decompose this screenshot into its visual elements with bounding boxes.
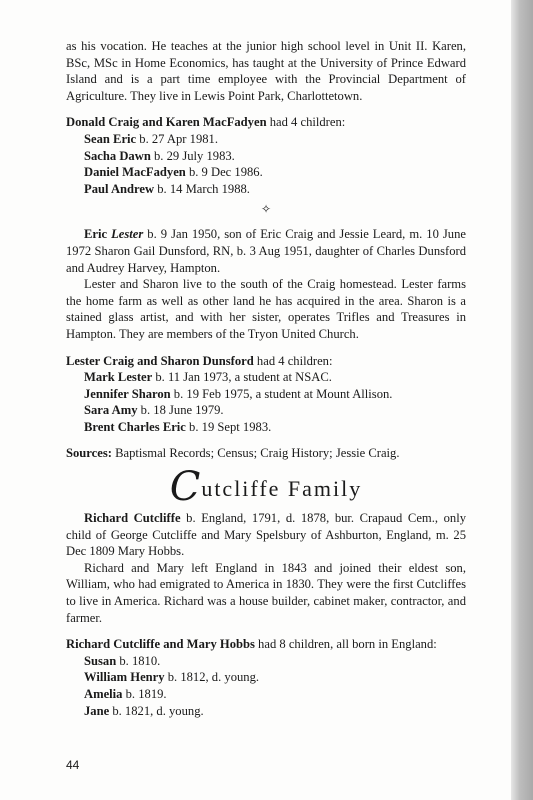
child-detail: b. 29 July 1983. [150, 148, 235, 163]
parents-suffix: had 4 children: [253, 353, 333, 368]
child-name: Daniel MacFadyen [84, 165, 186, 180]
child-name: William Henry [84, 670, 165, 685]
child-name: Mark Lester [84, 370, 153, 385]
child-detail: b. 1812, d. young. [164, 670, 260, 685]
family-richard-cutcliffe [66, 636, 466, 719]
person-name [84, 227, 143, 241]
child-detail: b. 14 March 1988. [154, 181, 250, 196]
person-name: Richard Cutcliffe [84, 511, 181, 526]
paragraph-richard-mary: Richard and Mary left England in 1843 and joined their eldest son, William, who had emigrated to America in 1830. They were the first Cutcliffes to live in America. Richard was a house builder, cabinet maker, contractor, and farmer. [66, 560, 466, 625]
list-item [84, 686, 466, 703]
list-item [84, 386, 466, 403]
paragraph-lester-sharon: Lester and Sharon live to the south of the Craig homestead. Lester farms the home farm as well as other land he has acquired in the area. Sharon is a stained glass artist, and with her sister, operates Trifles and Treasures in Hampton. They are members of the Tryon United Church. [66, 277, 466, 341]
child-name: Susan [84, 653, 117, 668]
list-item [84, 419, 466, 436]
parents-suffix: had 8 children, all born in England: [254, 637, 437, 652]
paragraph-eric-lester [66, 226, 466, 276]
children-list [66, 653, 466, 719]
children-list [66, 369, 466, 435]
list-item [84, 131, 466, 148]
child-name: Brent Charles Eric [84, 419, 186, 434]
child-detail: b. 19 Sept 1983. [185, 419, 272, 434]
page-edge-shadow [511, 0, 533, 800]
family-lester-craig [66, 353, 466, 436]
parents-names: Richard Cutcliffe and Mary Hobbs [66, 637, 255, 652]
person-first-name: Eric [84, 227, 108, 242]
parents-names: Lester Craig and Sharon Dunsford [66, 353, 254, 368]
title-rest: utcliffe Family [201, 476, 363, 502]
list-item [84, 148, 466, 165]
parents-suffix: had 4 children: [266, 115, 346, 130]
parents-names: Donald Craig and Karen MacFadyen [66, 115, 267, 130]
person-detail: b. 9 Jan 1950, son of Eric Craig and Jessie Leard, m. 10 June 1972 Sharon Gail Dunsford, RN, b. 3 Aug 1951, daughter of Charles Dunsford and Audrey Harvey, Hampton. [66, 227, 466, 275]
family-heading [66, 636, 466, 653]
sources-line [66, 445, 466, 462]
child-name: Amelia [84, 687, 123, 701]
paragraph-continued: as his vocation. He teaches at the junior high school level in Unit II. Karen, BSc, MSc in Home Economics, has taught at the University of Prince Edward Island and is a part time employee with the Provincial Department of Agriculture. They live in Lewis Point Park, Charlottetown. [66, 39, 466, 103]
child-name: Paul Andrew [84, 181, 155, 196]
child-detail: b. 9 Dec 1986. [185, 165, 263, 180]
sources-text: Baptismal Records; Census; Craig History; Jessie Craig. [111, 446, 400, 461]
page-content [66, 38, 466, 719]
family-heading [66, 353, 466, 370]
child-detail: b. 1819. [122, 687, 167, 701]
list-item [84, 164, 466, 181]
sources-label: Sources: [66, 446, 112, 461]
person-called-name: Lester [111, 227, 144, 242]
list-item [84, 669, 466, 686]
list-item [84, 402, 466, 419]
family-donald-craig [66, 114, 466, 197]
child-detail: b. 1821, d. young. [109, 703, 204, 718]
list-item [84, 369, 466, 386]
list-item [84, 703, 466, 720]
person-detail: b. England, 1791, d. 1878, bur. Crapaud Cem., only child of George Cutcliffe and Mary Spelsbury of Ashburton, England, m. 25 Dec 1809 Mary Hobbs. [66, 511, 466, 559]
family-section-title [66, 464, 466, 511]
list-item [84, 653, 466, 670]
child-name: Sean Eric [84, 131, 137, 146]
child-detail: b. 11 Jan 1973, a student at NSAC. [152, 370, 332, 385]
child-name: Jane [84, 703, 110, 718]
page-number: 44 [66, 758, 80, 772]
child-detail: b. 19 Feb 1975, a student at Mount Allison. [170, 386, 393, 401]
child-detail: b. 18 June 1979. [137, 403, 224, 418]
section-divider-ornament: ✧ [260, 202, 272, 217]
children-list [66, 131, 466, 197]
child-name: Sacha Dawn [84, 148, 151, 163]
child-name: Sara Amy [84, 403, 138, 418]
child-name: Jennifer Sharon [84, 386, 171, 401]
paragraph-richard-cutcliffe [66, 510, 466, 560]
child-detail: b. 1810. [116, 653, 161, 668]
family-heading [66, 114, 466, 131]
list-item [84, 181, 466, 198]
child-detail: b. 27 Apr 1981. [136, 131, 218, 146]
title-initial: C [169, 464, 201, 511]
